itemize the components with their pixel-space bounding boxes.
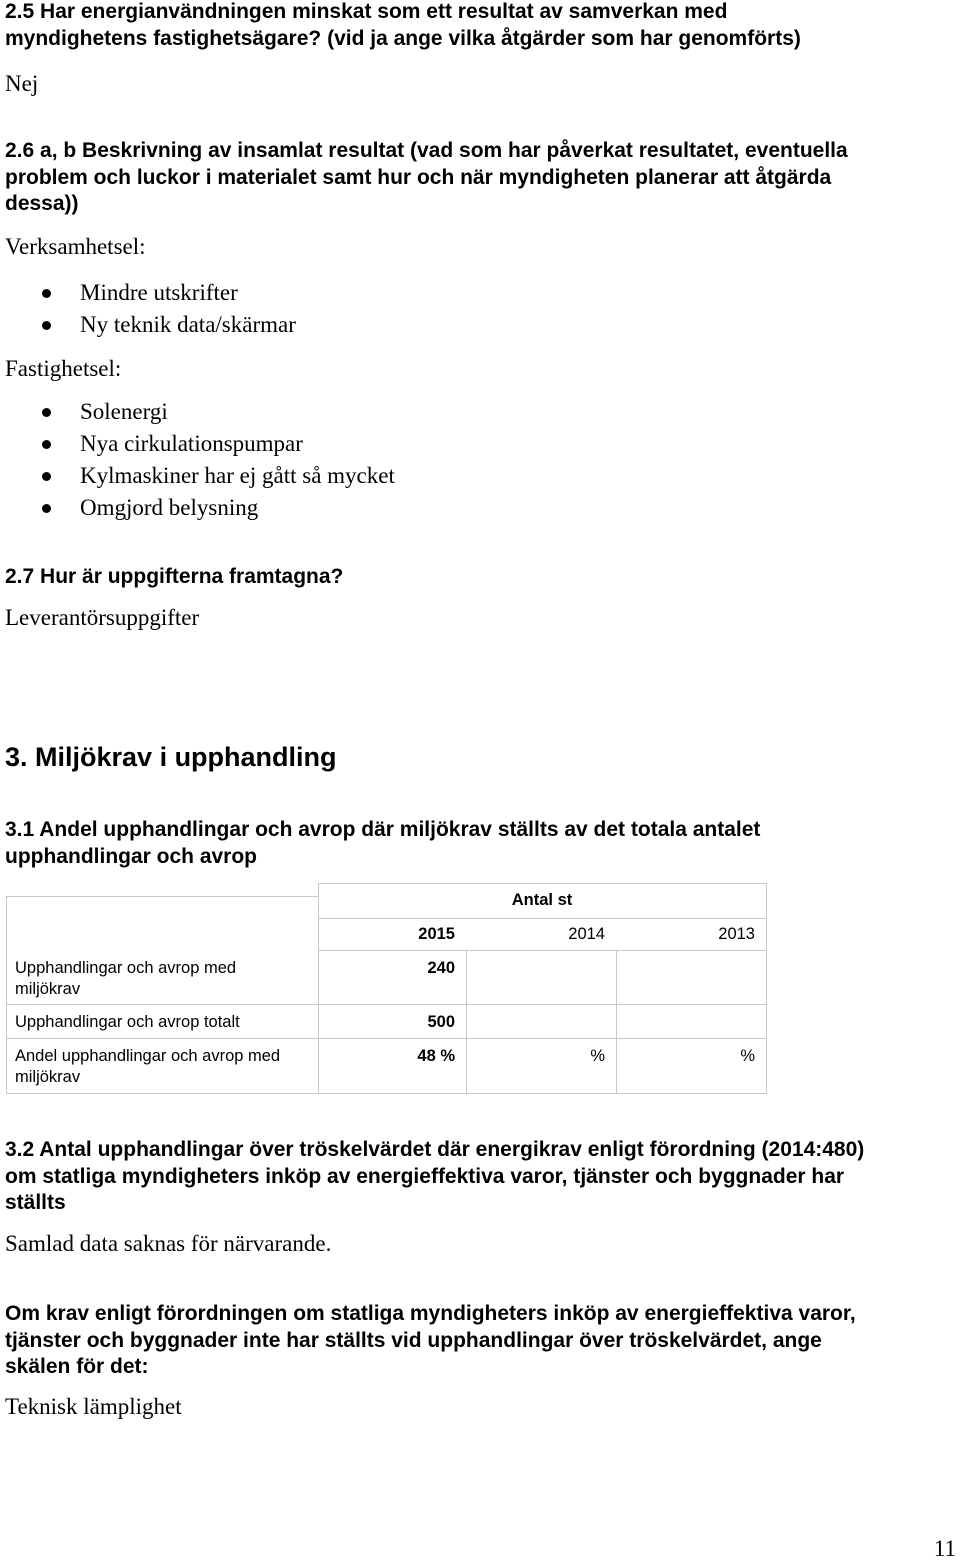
- table-rule: [466, 950, 467, 1094]
- list-item: Solenergi: [0, 396, 395, 428]
- heading-line: upphandlingar och avrop: [5, 844, 258, 868]
- list-item: Kylmaskiner har ej gått så mycket: [0, 460, 395, 492]
- section-2-5-heading: [5, 0, 801, 52]
- section-3-heading: 3. Miljökrav i upphandling: [5, 742, 337, 772]
- row-label-line: Upphandlingar och avrop med: [15, 959, 237, 977]
- reasons-heading: [5, 1301, 856, 1381]
- table-rule: [616, 950, 617, 1094]
- heading-line: 3.2 Antal upphandlingar över tröskelvärdet där energikrav enligt förordning (2014:480): [5, 1138, 865, 1161]
- verksamhetsel-label: Verksamhetsel:: [5, 234, 146, 259]
- table-rule: [766, 883, 767, 1094]
- heading-line: Om krav enligt förordningen om statliga myndigheters inköp av energieffektiva varor,: [5, 1302, 856, 1325]
- section-3-2-answer: Samlad data saknas för närvarande.: [5, 1231, 332, 1256]
- table-rule: [318, 918, 767, 919]
- table-row-label: [15, 1046, 280, 1088]
- table-rule: [318, 883, 767, 884]
- list-item: Mindre utskrifter: [0, 277, 296, 309]
- row-label-line: Andel upphandlingar och avrop med: [15, 1047, 281, 1065]
- table-cell: 500: [427, 1013, 455, 1031]
- table-rule: [6, 1038, 767, 1039]
- table-group-header: Antal st: [511, 891, 573, 909]
- section-3-1-heading: [5, 817, 760, 870]
- table-rule: [318, 950, 767, 951]
- section-3-2-heading: [5, 1137, 864, 1217]
- reasons-answer: Teknisk lämplighet: [5, 1394, 182, 1419]
- heading-line: ställts: [5, 1191, 66, 1214]
- verksamhetsel-list: [0, 277, 296, 341]
- heading-line: 3.1 Andel upphandlingar och avrop där miljökrav ställts av det totala antalet: [5, 818, 761, 841]
- year-header-2014: 2014: [568, 925, 605, 943]
- fastighetsel-label: Fastighetsel:: [5, 356, 122, 381]
- heading-line: 2.6 a, b Beskrivning av insamlat resultat (vad som har påverkat resultatet, eventuella: [5, 139, 848, 162]
- fastighetsel-list: [0, 396, 395, 524]
- heading-line: om statliga myndigheters inköp av energieffektiva varor, tjänster och byggnader har: [5, 1164, 845, 1188]
- row-label-line: miljökrav: [15, 980, 81, 998]
- heading-line: problem och luckor i materialet samt hur och när myndigheten planerar att åtgärda: [5, 165, 832, 189]
- heading-line: dessa)): [5, 192, 79, 215]
- section-2-6-heading: [5, 138, 848, 218]
- year-header-2013: 2013: [718, 925, 755, 943]
- section-2-7-answer: Leverantörsuppgifter: [5, 605, 200, 630]
- table-rule: [6, 896, 318, 897]
- list-item: Omgjord belysning: [0, 492, 395, 524]
- table-cell: 48 %: [417, 1047, 455, 1065]
- table-row-label: [15, 958, 236, 1000]
- heading-line: myndighetens fastighetsägare? (vid ja ange vilka åtgärder som har genomförts): [5, 26, 801, 50]
- table-row-label: Upphandlingar och avrop totalt: [15, 1013, 240, 1031]
- heading-line: skälen för det:: [5, 1355, 149, 1378]
- table-rule: [6, 1093, 767, 1094]
- heading-line: 2.5 Har energianvändningen minskat som ett resultat av samverkan med: [5, 0, 728, 23]
- year-header-2015: 2015: [418, 925, 455, 943]
- heading-line: tjänster och byggnader inte har ställts vid upphandlingar över tröskelvärdet, ange: [5, 1328, 822, 1352]
- table-rule: [6, 896, 7, 1094]
- page-number: 11: [933, 1536, 956, 1561]
- table-cell: 240: [427, 959, 455, 977]
- list-item: Ny teknik data/skärmar: [0, 309, 296, 341]
- list-item: Nya cirkulationspumpar: [0, 428, 395, 460]
- table-rule: [6, 1004, 767, 1005]
- section-2-5-answer: Nej: [5, 71, 39, 96]
- table-cell: %: [590, 1047, 605, 1065]
- row-label-line: miljökrav: [15, 1068, 81, 1086]
- table-cell: %: [740, 1047, 755, 1065]
- section-2-7-heading: 2.7 Hur är uppgifterna framtagna?: [5, 565, 344, 588]
